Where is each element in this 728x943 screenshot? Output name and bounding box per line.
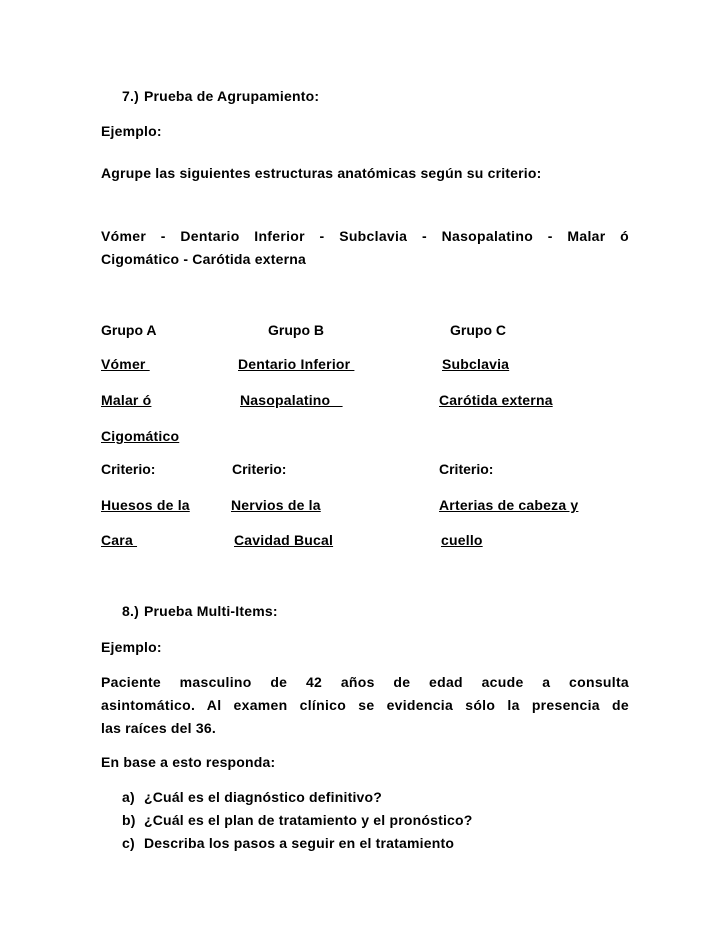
question-c-letter: c) — [122, 835, 135, 851]
group-b-criterion-label: Criterio: — [232, 461, 287, 477]
group-b-heading: Grupo B — [268, 322, 324, 338]
group-a-item-1: Vómer — [101, 356, 150, 372]
question-a — [122, 789, 382, 805]
group-a-criterion-line-2: Cara — [101, 532, 138, 548]
group-c-criterion-label: Criterio: — [439, 461, 494, 477]
question-a-text: ¿Cuál es el diagnóstico definitivo? — [144, 789, 383, 805]
group-a-item-2-continued: Cigomático — [101, 428, 180, 444]
case-line-1: Paciente masculino de 42 años de edad acude a consulta — [101, 674, 629, 690]
structures-line-1: Vómer - Dentario Inferior - Subclavia - Nasopalatino - Malar ó — [101, 228, 629, 244]
question-c — [122, 835, 454, 851]
section-8-title: Prueba Multi-Items: — [144, 603, 278, 619]
section-8-number: 8.) — [122, 603, 139, 619]
group-c-item-2: Carótida externa — [439, 392, 553, 408]
section-8-example-label: Ejemplo: — [101, 639, 162, 655]
group-b-criterion-line-2: Cavidad Bucal — [234, 532, 334, 548]
section-7-instruction: Agrupe las siguientes estructuras anatómicas según su criterio: — [101, 165, 542, 181]
group-b-criterion-line-1: Nervios de la — [231, 497, 321, 513]
group-c-item-1: Subclavia — [442, 356, 510, 372]
group-a-heading: Grupo A — [101, 322, 157, 338]
group-a-criterion-line-1: Huesos de la — [101, 497, 190, 513]
group-b-item-2: Nasopalatino — [240, 392, 343, 408]
question-b — [122, 812, 473, 828]
question-b-text: ¿Cuál es el plan de tratamiento y el pronóstico? — [144, 812, 473, 828]
section-7-example-label: Ejemplo: — [101, 123, 162, 139]
structures-line-2: Cigomático - Carótida externa — [101, 251, 306, 267]
section-7-number: 7.) — [122, 88, 139, 104]
group-c-criterion-line-2: cuello — [441, 532, 483, 548]
group-b-item-1: Dentario Inferior — [238, 356, 355, 372]
group-a-criterion-label: Criterio: — [101, 461, 156, 477]
section-7-heading — [122, 88, 319, 104]
group-c-criterion-line-1: Arterias de cabeza y — [439, 497, 579, 513]
case-line-3: las raíces del 36. — [101, 720, 216, 736]
section-7-title: Prueba de Agrupamiento: — [144, 88, 320, 104]
question-a-letter: a) — [122, 789, 135, 805]
case-line-2: asintomático. Al examen clínico se evidencia sólo la presencia de — [101, 697, 629, 713]
question-b-letter: b) — [122, 812, 136, 828]
question-c-text: Describa los pasos a seguir en el tratamiento — [144, 835, 455, 851]
section-8-heading — [122, 603, 278, 619]
group-c-heading: Grupo C — [450, 322, 506, 338]
response-prompt: En base a esto responda: — [101, 754, 276, 770]
group-a-item-2: Malar ó — [101, 392, 152, 408]
